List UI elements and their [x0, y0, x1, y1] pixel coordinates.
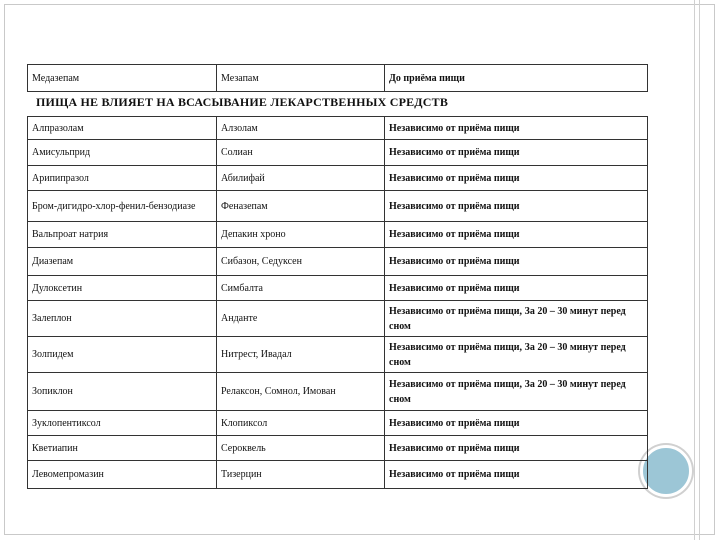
drug-name-cell: Вальпроат натрия: [28, 222, 217, 248]
drug-table: [27, 116, 648, 489]
brand-name-cell: Нитрест, Ивадал: [217, 337, 385, 373]
drug-name-cell: Левомепромазин: [28, 461, 217, 489]
intake-rule-cell: Независимо от приёма пищи, За 20 – 30 минут перед сном: [385, 373, 648, 411]
drug-name-cell: Залеплон: [28, 301, 217, 337]
table-row: [28, 65, 648, 92]
section-title: ПИЩА НЕ ВЛИЯЕТ НА ВСАСЫВАНИЕ ЛЕКАРСТВЕННЫХ СРЕДСТВ: [36, 95, 449, 109]
brand-name-cell: Солиан: [217, 140, 385, 166]
brand-name-cell: Сибазон, Седуксен: [217, 248, 385, 276]
right-border-line: [694, 0, 695, 540]
table-row: [28, 140, 648, 166]
brand-name-cell: Алзолам: [217, 117, 385, 140]
drug-name-cell: Золпидем: [28, 337, 217, 373]
drug-name-cell: Медазепам: [28, 65, 217, 92]
drug-name-cell: Дулоксетин: [28, 276, 217, 301]
table-row: [28, 436, 648, 461]
table-row: [28, 461, 648, 489]
intake-rule-cell: Независимо от приёма пищи, За 20 – 30 минут перед сном: [385, 337, 648, 373]
drug-name-cell: Амисульприд: [28, 140, 217, 166]
intake-rule-cell: Независимо от приёма пищи, За 20 – 30 минут перед сном: [385, 301, 648, 337]
drug-name-cell: Кветиапин: [28, 436, 217, 461]
top-table: [27, 64, 648, 92]
intake-rule-cell: Независимо от приёма пищи: [385, 461, 648, 489]
table-row: [28, 222, 648, 248]
table-row: [28, 373, 648, 411]
intake-rule-cell: Независимо от приёма пищи: [385, 222, 648, 248]
drug-name-cell: Арипипразол: [28, 166, 217, 191]
intake-rule-cell: Независимо от приёма пищи: [385, 191, 648, 222]
drug-name-cell: Зуклопентиксол: [28, 411, 217, 436]
brand-name-cell: Мезапам: [217, 65, 385, 92]
brand-name-cell: Анданте: [217, 301, 385, 337]
brand-name-cell: Сероквель: [217, 436, 385, 461]
drug-name-cell: Алпразолам: [28, 117, 217, 140]
intake-rule-cell: Независимо от приёма пищи: [385, 117, 648, 140]
intake-rule-cell: Независимо от приёма пищи: [385, 140, 648, 166]
brand-name-cell: Депакин хроно: [217, 222, 385, 248]
intake-rule-cell: Независимо от приёма пищи: [385, 276, 648, 301]
brand-name-cell: Феназепам: [217, 191, 385, 222]
brand-name-cell: Тизерцин: [217, 461, 385, 489]
table-row: [28, 191, 648, 222]
intake-rule-cell: До приёма пищи: [385, 65, 648, 92]
table-row: [28, 117, 648, 140]
drug-name-cell: Зопиклон: [28, 373, 217, 411]
drug-name-cell: Диазепам: [28, 248, 217, 276]
brand-name-cell: Абилифай: [217, 166, 385, 191]
table-row: [28, 276, 648, 301]
table-row: [28, 248, 648, 276]
table-row: [28, 411, 648, 436]
right-border-line-inner: [699, 0, 700, 540]
table-row: [28, 301, 648, 337]
brand-name-cell: Симбалта: [217, 276, 385, 301]
table-row: [28, 337, 648, 373]
table-row: [28, 166, 648, 191]
brand-name-cell: Клопиксол: [217, 411, 385, 436]
intake-rule-cell: Независимо от приёма пищи: [385, 248, 648, 276]
brand-name-cell: Релаксон, Сомнол, Имован: [217, 373, 385, 411]
drug-name-cell: Бром-дигидро-хлор-фенил-бензодиазе: [28, 191, 217, 222]
intake-rule-cell: Независимо от приёма пищи: [385, 166, 648, 191]
intake-rule-cell: Независимо от приёма пищи: [385, 436, 648, 461]
intake-rule-cell: Независимо от приёма пищи: [385, 411, 648, 436]
